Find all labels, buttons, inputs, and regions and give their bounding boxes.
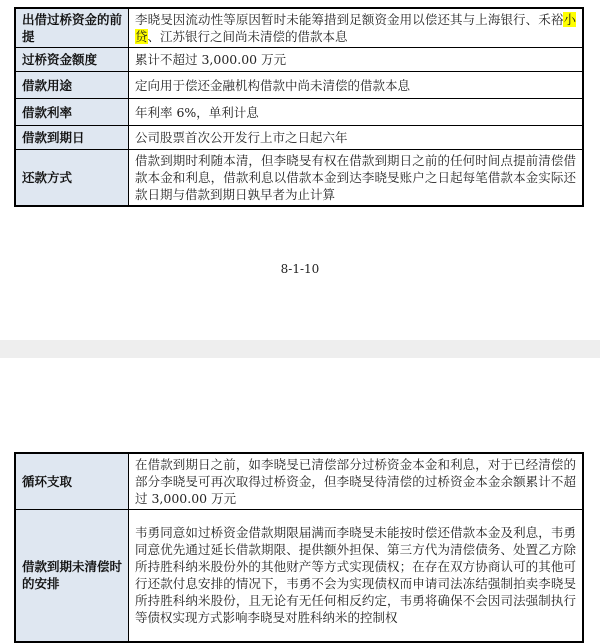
row-label: 借款到期日	[15, 126, 129, 150]
row-label: 借款用途	[15, 72, 129, 99]
loan-terms-table	[14, 7, 584, 207]
highlighted-text: 小贷	[135, 12, 576, 44]
row-value: 定向用于偿还金融机构借款中尚未清偿的借款本息	[129, 72, 584, 99]
loan-terms-table-continued	[14, 452, 584, 643]
table-row	[15, 150, 583, 207]
table-row	[15, 99, 583, 126]
table-row	[15, 72, 583, 99]
table-row	[15, 510, 583, 642]
row-value: 年利率 6%，单利计息	[129, 99, 584, 126]
row-label: 循环支取	[15, 453, 129, 510]
row-value: 韦勇同意如过桥资金借款期限届满而李晓旻未能按时偿还借款本金及利息，韦勇同意优先通过延长借款期限、提供额外担保、第三方代为清偿债务、处置乙方除所持胜科纳米股份外的其他财产等方式实现债权；在存在双方协商认可的其他可行还款付息安排的情况下，韦勇不会为实现债权而申请司法冻结强制拍卖李晓旻所持胜科纳米股份，且无论有无任何相反约定，韦勇将确保不会因司法强制执行等债权实现方式影响李晓旻对胜科纳米的控制权	[129, 510, 584, 642]
row-value-text: 、江苏银行之间尚未清偿的借款本息	[147, 29, 348, 44]
row-label: 出借过桥资金的前提	[15, 8, 129, 48]
row-label: 还款方式	[15, 150, 129, 207]
table-row	[15, 126, 583, 150]
row-value: 累计不超过 3,000.00 万元	[129, 48, 584, 72]
table-row	[15, 48, 583, 72]
row-value: 借款到期时利随本清，但李晓旻有权在借款到期日之前的任何时间点提前清偿借款本金和利息，借款利息以借款本金到达李晓旻账户之日起每笔借款本金实际还款日期与借款到期日孰早者为止计算	[129, 150, 584, 207]
row-value: 在借款到期日之前，如李晓旻已清偿部分过桥资金本金和利息，对于已经清偿的部分李晓旻可再次取得过桥资金，但李晓旻待清偿的过桥资金本金余额累计不超过 3,000.00 万元	[129, 453, 584, 510]
row-label: 过桥资金额度	[15, 48, 129, 72]
table-row	[15, 453, 583, 510]
row-label: 借款利率	[15, 99, 129, 126]
page-number: 8-1-10	[280, 262, 320, 276]
row-value-text: 李晓旻因流动性等原因暂时未能筹措到足额资金用以偿还其与上海银行、禾裕	[135, 12, 564, 27]
row-value: 公司股票首次公开发行上市之日起六年	[129, 126, 584, 150]
row-label: 借款到期未清偿时的安排	[15, 510, 129, 642]
table-row	[15, 8, 583, 48]
document-page-2	[0, 358, 600, 644]
page-separator	[0, 340, 600, 358]
row-value	[129, 8, 584, 48]
